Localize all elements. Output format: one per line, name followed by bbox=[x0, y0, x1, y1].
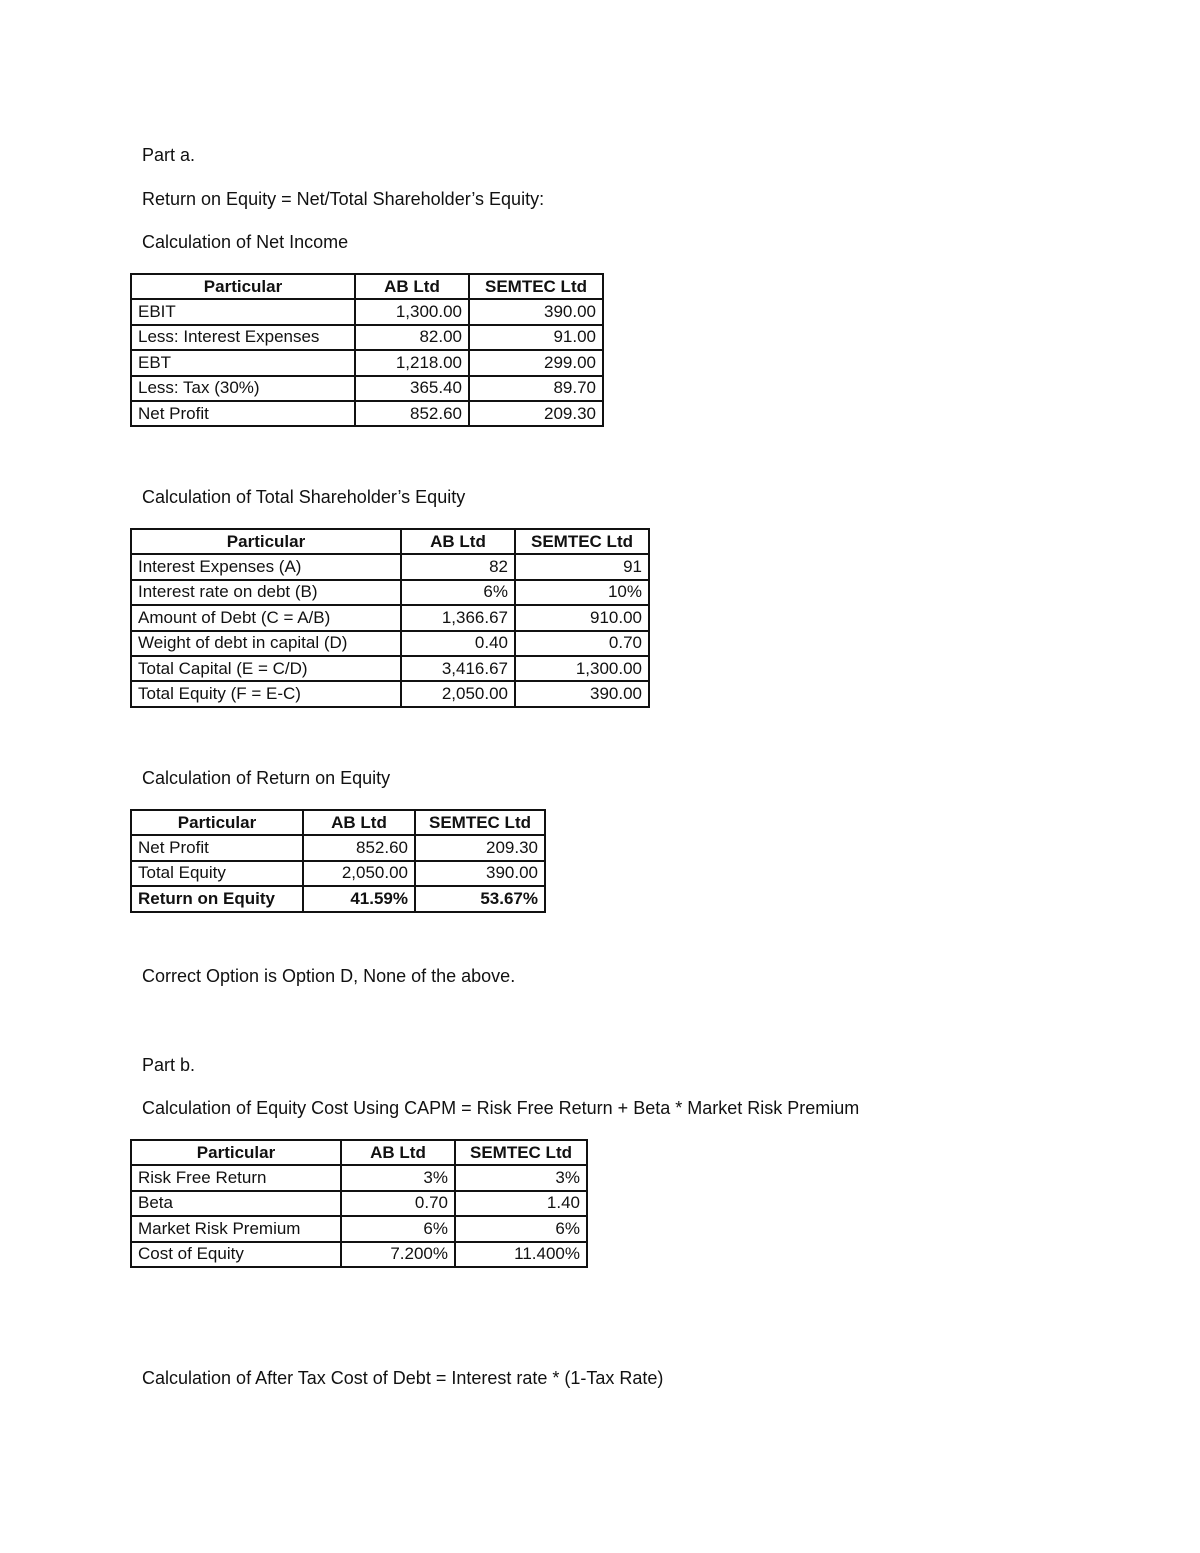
row-label: EBIT bbox=[131, 299, 355, 324]
table-row bbox=[131, 554, 649, 579]
table-row bbox=[131, 350, 603, 375]
ab-ltd-value: 0.40 bbox=[401, 631, 515, 656]
semtec-ltd-value: 390.00 bbox=[469, 299, 603, 324]
table-header-row bbox=[131, 1140, 587, 1165]
ab-ltd-value: 41.59% bbox=[303, 886, 415, 911]
table-header-row bbox=[131, 810, 545, 835]
header-particular: Particular bbox=[131, 274, 355, 299]
roe-formula: Return on Equity = Net/Total Shareholder’s Equity: bbox=[142, 189, 545, 209]
semtec-ltd-value: 209.30 bbox=[469, 401, 603, 426]
ab-ltd-value: 82 bbox=[401, 554, 515, 579]
ab-ltd-value: 6% bbox=[401, 580, 515, 605]
ab-ltd-value: 1,366.67 bbox=[401, 605, 515, 630]
header-ab-ltd: AB Ltd bbox=[401, 529, 515, 554]
table-row bbox=[131, 656, 649, 681]
table-row bbox=[131, 1191, 587, 1216]
row-label: Risk Free Return bbox=[131, 1165, 341, 1190]
capm-table bbox=[130, 1139, 588, 1268]
table-header-row bbox=[131, 274, 603, 299]
ab-ltd-value: 7.200% bbox=[341, 1242, 455, 1267]
semtec-ltd-value: 910.00 bbox=[515, 605, 649, 630]
answer-text: Correct Option is Option D, None of the above. bbox=[142, 966, 516, 986]
capm-title: Calculation of Equity Cost Using CAPM = Risk Free Return + Beta * Market Risk Premium bbox=[142, 1098, 860, 1118]
table-row bbox=[131, 1216, 587, 1241]
row-label: Net Profit bbox=[131, 401, 355, 426]
table-row bbox=[131, 886, 545, 911]
row-label: Beta bbox=[131, 1191, 341, 1216]
semtec-ltd-value: 3% bbox=[455, 1165, 587, 1190]
part-b-heading: Part b. bbox=[142, 1055, 196, 1075]
row-label: Market Risk Premium bbox=[131, 1216, 341, 1241]
header-particular: Particular bbox=[131, 1140, 341, 1165]
table-row bbox=[131, 605, 649, 630]
table-row bbox=[131, 861, 545, 886]
row-label: Cost of Equity bbox=[131, 1242, 341, 1267]
row-label: Total Capital (E = C/D) bbox=[131, 656, 401, 681]
table-row bbox=[131, 1165, 587, 1190]
table-row bbox=[131, 325, 603, 350]
row-label: EBT bbox=[131, 350, 355, 375]
table-row bbox=[131, 631, 649, 656]
ab-ltd-value: 0.70 bbox=[341, 1191, 455, 1216]
header-semtec-ltd: SEMTEC Ltd bbox=[515, 529, 649, 554]
semtec-ltd-value: 6% bbox=[455, 1216, 587, 1241]
row-label: Amount of Debt (C = A/B) bbox=[131, 605, 401, 630]
ab-ltd-value: 852.60 bbox=[355, 401, 469, 426]
ab-ltd-value: 6% bbox=[341, 1216, 455, 1241]
semtec-ltd-value: 11.400% bbox=[455, 1242, 587, 1267]
header-ab-ltd: AB Ltd bbox=[303, 810, 415, 835]
table-row bbox=[131, 835, 545, 860]
row-label: Less: Interest Expenses bbox=[131, 325, 355, 350]
ab-ltd-value: 1,300.00 bbox=[355, 299, 469, 324]
net-income-table bbox=[130, 273, 604, 427]
semtec-ltd-value: 1.40 bbox=[455, 1191, 587, 1216]
row-label: Total Equity bbox=[131, 861, 303, 886]
table-row bbox=[131, 401, 603, 426]
header-particular: Particular bbox=[131, 529, 401, 554]
ab-ltd-value: 82.00 bbox=[355, 325, 469, 350]
row-label: Interest rate on debt (B) bbox=[131, 580, 401, 605]
header-semtec-ltd: SEMTEC Ltd bbox=[469, 274, 603, 299]
table-row bbox=[131, 376, 603, 401]
header-semtec-ltd: SEMTEC Ltd bbox=[455, 1140, 587, 1165]
header-particular: Particular bbox=[131, 810, 303, 835]
ab-ltd-value: 1,218.00 bbox=[355, 350, 469, 375]
table-row bbox=[131, 580, 649, 605]
equity-table bbox=[130, 528, 650, 708]
ab-ltd-value: 365.40 bbox=[355, 376, 469, 401]
table-header-row bbox=[131, 529, 649, 554]
equity-title: Calculation of Total Shareholder’s Equity bbox=[142, 487, 466, 507]
semtec-ltd-value: 10% bbox=[515, 580, 649, 605]
roe-title: Calculation of Return on Equity bbox=[142, 768, 391, 788]
semtec-ltd-value: 1,300.00 bbox=[515, 656, 649, 681]
semtec-ltd-value: 390.00 bbox=[515, 681, 649, 706]
table-row bbox=[131, 1242, 587, 1267]
semtec-ltd-value: 91 bbox=[515, 554, 649, 579]
table-row bbox=[131, 299, 603, 324]
header-semtec-ltd: SEMTEC Ltd bbox=[415, 810, 545, 835]
semtec-ltd-value: 0.70 bbox=[515, 631, 649, 656]
semtec-ltd-value: 209.30 bbox=[415, 835, 545, 860]
header-ab-ltd: AB Ltd bbox=[341, 1140, 455, 1165]
ab-ltd-value: 852.60 bbox=[303, 835, 415, 860]
semtec-ltd-value: 390.00 bbox=[415, 861, 545, 886]
semtec-ltd-value: 53.67% bbox=[415, 886, 545, 911]
ab-ltd-value: 3,416.67 bbox=[401, 656, 515, 681]
row-label: Less: Tax (30%) bbox=[131, 376, 355, 401]
row-label: Return on Equity bbox=[131, 886, 303, 911]
row-label: Weight of debt in capital (D) bbox=[131, 631, 401, 656]
ab-ltd-value: 2,050.00 bbox=[401, 681, 515, 706]
table-row bbox=[131, 681, 649, 706]
header-ab-ltd: AB Ltd bbox=[355, 274, 469, 299]
debt-cost-title: Calculation of After Tax Cost of Debt = Interest rate * (1-Tax Rate) bbox=[142, 1368, 664, 1388]
row-label: Interest Expenses (A) bbox=[131, 554, 401, 579]
row-label: Total Equity (F = E-C) bbox=[131, 681, 401, 706]
semtec-ltd-value: 299.00 bbox=[469, 350, 603, 375]
part-a-heading: Part a. bbox=[142, 145, 196, 165]
ab-ltd-value: 3% bbox=[341, 1165, 455, 1190]
net-income-title: Calculation of Net Income bbox=[142, 232, 349, 252]
roe-table bbox=[130, 809, 546, 913]
ab-ltd-value: 2,050.00 bbox=[303, 861, 415, 886]
semtec-ltd-value: 89.70 bbox=[469, 376, 603, 401]
semtec-ltd-value: 91.00 bbox=[469, 325, 603, 350]
row-label: Net Profit bbox=[131, 835, 303, 860]
